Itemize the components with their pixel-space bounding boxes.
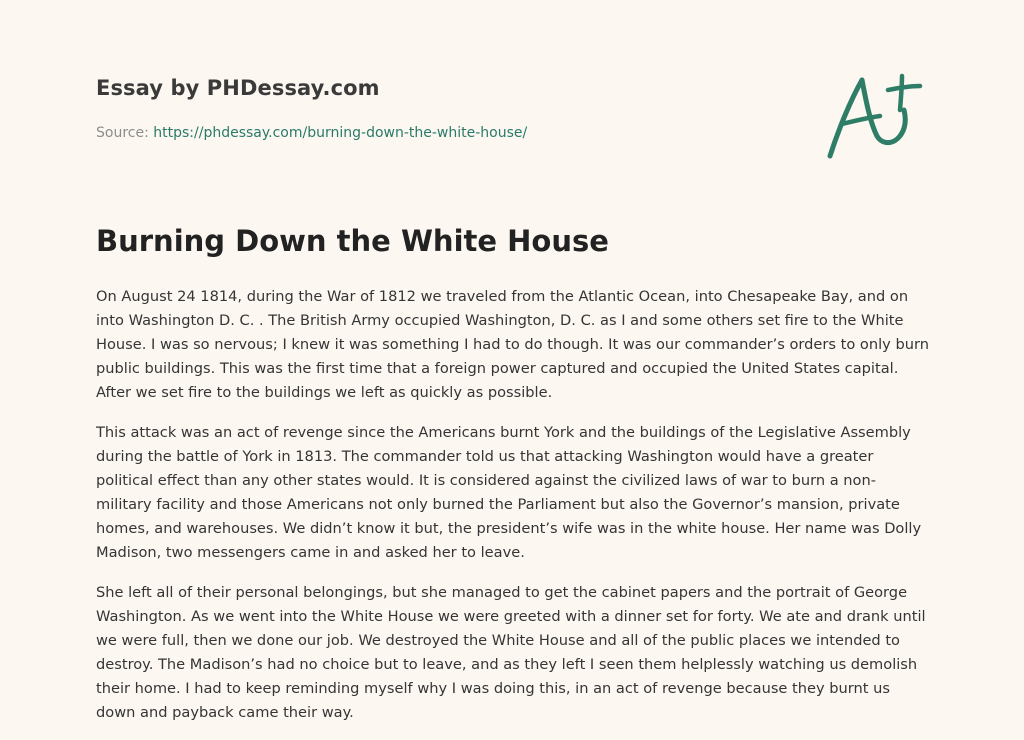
source-label: Source: xyxy=(96,125,149,141)
a-plus-grade-icon xyxy=(820,66,930,166)
source-line xyxy=(96,125,527,141)
essay-title: Burning Down the White House xyxy=(96,224,609,258)
essay-body xyxy=(96,285,930,740)
brand-title: Essay by PHDessay.com xyxy=(96,76,380,100)
essay-paragraph: She left all of their personal belongings, but she managed to get the cabinet papers and the portrait of George Washington. As we went into the White House we were greeted with a dinner set for forty. We ate and drank until we were full, then we done our job. We destroyed the White House and all of the public places we intended to destroy. The Madison’s had no choice but to leave, and as they left I seen them helplessly watching us demolish their home. I had to keep reminding myself why I was doing this, in an act of revenge because they burnt us down and payback came their way. xyxy=(96,584,926,721)
page-header xyxy=(96,76,796,141)
source-link[interactable]: https://phdessay.com/burning-down-the-white-house/ xyxy=(153,125,528,141)
essay-paragraph: On August 24 1814, during the War of 1812 we traveled from the Atlantic Ocean, into Chesapeake Bay, and on into Washington D. C. . The British Army occupied Washington, D. C. as I and some others set fire to the White House. I was so nervous; I knew it was something I had to do though. It was our commander’s orders to only burn public buildings. This was the first time that a foreign power captured and occupied the United States capital. After we set fire to the buildings we left as quickly as possible. xyxy=(96,288,929,401)
essay-paragraph: This attack was an act of revenge since the Americans burnt York and the buildings of the Legislative Assembly during the battle of York in 1813. The commander told us that attacking Washington would have a greater political effect than any other states would. It is considered against the civilized laws of war to burn a non-military facility and those Americans not only burned the Parliament but also the Governor’s mansion, private homes, and warehouses. We didn’t know it but, the president’s wife was in the white house. Her name was Dolly Madison, two messengers came in and asked her to leave. xyxy=(96,424,922,561)
